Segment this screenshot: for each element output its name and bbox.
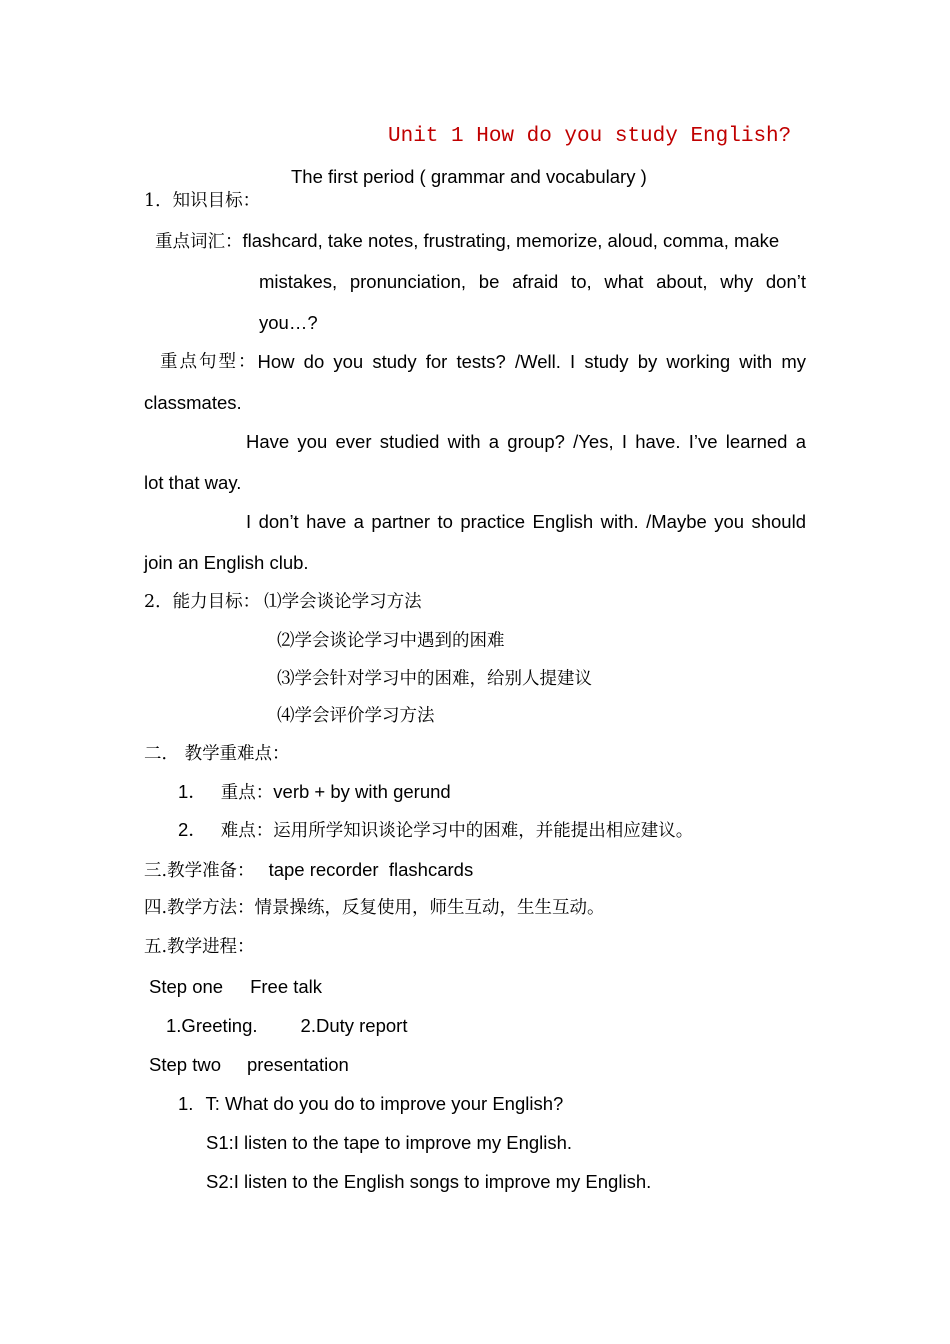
step-two-item-1-text: T: What do you do to improve your English? xyxy=(205,1093,564,1114)
sentence-1-text: How do you study for tests? /Well. I study by working with my xyxy=(257,351,806,372)
vocab-label: 重点词汇： xyxy=(155,232,243,252)
vocab-line-1 xyxy=(155,230,779,253)
student-2-answer: S2:I listen to the English songs to improve my English. xyxy=(206,1171,652,1192)
sentence-2-text: Have you ever studied with a group? /Yes, I have. I’ve learned a xyxy=(246,431,806,452)
step-two xyxy=(149,1054,349,1076)
vocab-text-1: flashcard, take notes, frustrating, memorize, aloud, comma, make xyxy=(242,230,780,251)
student-1-answer: S1:I listen to the tape to improve my English. xyxy=(206,1132,573,1153)
vocab-line-3: you…? xyxy=(259,312,318,333)
ability-goal-3: ⑶学会针对学习中的困难，给别人提建议 xyxy=(277,669,592,689)
step-one-items xyxy=(166,1015,407,1037)
ability-goals-line xyxy=(144,591,422,613)
step-one-label: Step one xyxy=(149,976,224,997)
document-subtitle: The first period ( grammar and vocabulary ) xyxy=(291,166,647,187)
key-point-1-number: 1． xyxy=(178,781,207,802)
document-title: Unit 1 How do you study English? xyxy=(388,125,792,148)
key-points-heading: 二． 教学重难点： xyxy=(144,744,290,764)
key-point-2-number: 2． xyxy=(178,819,207,840)
sentence-2-continuation: lot that way. xyxy=(144,472,242,493)
teaching-prep xyxy=(144,859,473,882)
knowledge-goals-heading: 1．知识目标： xyxy=(144,191,261,211)
sentence-label: 重点句型： xyxy=(160,352,258,372)
key-point-1-label: 重点： xyxy=(220,783,274,803)
teaching-process-heading: 五.教学进程： xyxy=(144,937,255,957)
sentence-3-continuation: join an English club. xyxy=(144,552,309,573)
key-point-2 xyxy=(178,819,693,842)
step-two-item-1 xyxy=(178,1093,563,1115)
key-point-2-text: 难点：运用所学知识谈论学习中的困难，并能提出相应建议。 xyxy=(220,821,694,841)
teaching-method: 四.教学方法：情景操练，反复使用，师生互动，生生互动。 xyxy=(144,898,605,918)
step-one-item-1: 1.Greeting. xyxy=(166,1015,258,1036)
step-two-item-1-number: 1. xyxy=(178,1093,194,1114)
teaching-prep-label: 三.教学准备： xyxy=(144,861,255,881)
ability-goal-2: ⑵学会谈论学习中遇到的困难 xyxy=(277,631,505,651)
ability-goal-1: ⑴学会谈论学习方法 xyxy=(264,592,422,612)
step-two-title: presentation xyxy=(247,1054,349,1075)
sentence-3-text: I don’t have a partner to practice English with. /Maybe you should xyxy=(246,511,806,532)
vocab-line-2: mistakes, pronunciation, be afraid to, what about, why don’t xyxy=(259,271,806,292)
step-one xyxy=(149,976,322,998)
teaching-prep-text: tape recorder flashcards xyxy=(268,859,474,880)
step-one-item-2: 2.Duty report xyxy=(300,1015,408,1036)
key-point-1 xyxy=(178,781,451,804)
key-point-1-text: verb + by with gerund xyxy=(273,781,451,802)
step-two-label: Step two xyxy=(149,1054,221,1075)
ability-goals-heading: 2．能力目标： xyxy=(144,592,261,612)
ability-goal-4: ⑷学会评价学习方法 xyxy=(277,706,435,726)
sentence-line-1 xyxy=(160,351,806,373)
sentence-1-continuation: classmates. xyxy=(144,392,242,413)
step-one-title: Free talk xyxy=(250,976,323,997)
